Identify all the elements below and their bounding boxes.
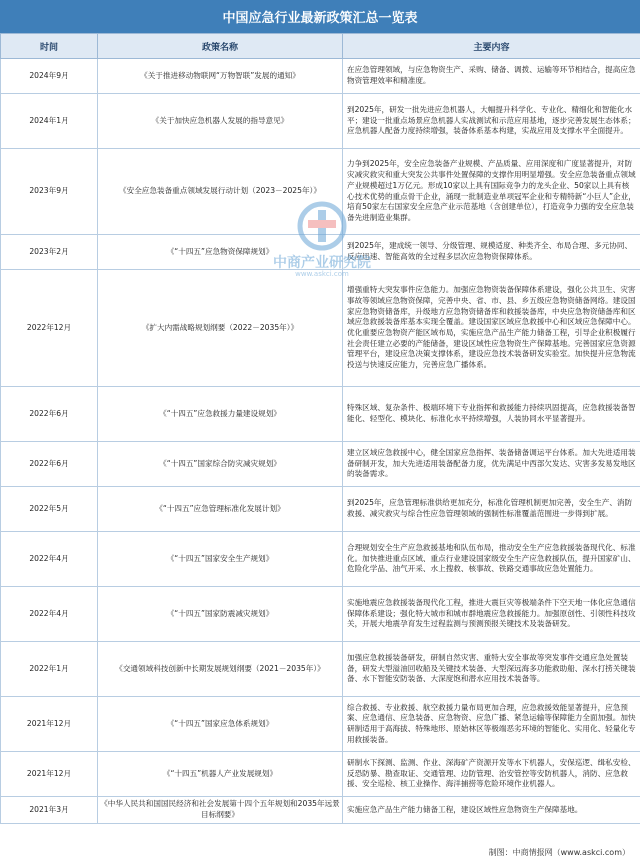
row-date: 2022年4月 (1, 587, 98, 642)
row-policy-name: 《“十四五”国家应急体系规划》 (98, 697, 343, 752)
header-policy-name: 政策名称 (98, 34, 343, 59)
table-row (1, 149, 640, 235)
row-policy-name: 《“十四五”应急物资保障规划》 (98, 235, 343, 270)
row-date: 2022年1月 (1, 642, 98, 697)
row-main-content: 到2025年，研发一批先进应急机器人，大幅提升科学化、专业化、精细化和智能化水平；建设一批重点场景应急机器人实战测试和示范应用基地，逐步完善发展生态体系；应急机器人配备力度持续增强，装备体系基本构建，实战应用及支撑水平全面提升。 (343, 94, 640, 149)
row-policy-name: 《关于推进移动物联网“万物智联”发展的通知》 (98, 59, 343, 94)
table-row (1, 387, 640, 442)
table-row (1, 752, 640, 797)
table-row (1, 94, 640, 149)
row-date: 2022年6月 (1, 442, 98, 487)
row-date: 2021年12月 (1, 697, 98, 752)
row-date: 2023年9月 (1, 149, 98, 235)
row-main-content: 力争到2025年，安全应急装备产业规模、产品质量、应用深度和广度显著提升，对防灾减灾救灾和重大突发公共事件处置保障的支撑作用明显增强。安全应急装备重点领域产业规模超过1万亿元。形成10家以上具有国际竞争力的龙头企业、50家以上具有核心技术优势的重点骨干企业，涌现一批制造业单项冠军企业和专精特新“小巨人”企业，培育50家左右国家安全应急产业示范基地（含创建单位），打造竞争力强的安全应急装备先进制造业集群。 (343, 149, 640, 235)
row-main-content: 建立区域应急救援中心，健全国家应急指挥、装备储备调运平台体系。加大先进适用装备研制开发，加大先进适用装备配备力度，优先满足中西部欠发达、灾害多发易发地区的装备需求。 (343, 442, 640, 487)
row-date: 2022年4月 (1, 532, 98, 587)
table-row (1, 487, 640, 532)
row-date: 2023年2月 (1, 235, 98, 270)
row-date: 2022年6月 (1, 387, 98, 442)
row-date: 2022年5月 (1, 487, 98, 532)
row-main-content: 到2025年，应急管理标准供给更加充分，标准化管理机制更加完善，安全生产、消防救援、减灾救灾与综合性应急管理领域的强制性标准覆盖范围进一步得到扩展。 (343, 487, 640, 532)
row-main-content: 实施应急产品生产能力储备工程，建设区域性应急物资生产保障基地。 (343, 797, 640, 824)
row-main-content: 实施地震应急救援装备现代化工程，推进大震巨灾等极端条件下空天地一体化应急通信保障体系建设；强化特大城市和城市群地震应急救援能力。加强原创性、引领性科技攻关，开展大地震孕育发生过程监测与预测预报关键技术及装备研发。 (343, 587, 640, 642)
row-policy-name: 《“十四五”机器人产业发展规划》 (98, 752, 343, 797)
policy-table (0, 33, 640, 824)
table-row (1, 442, 640, 487)
row-policy-name: 《“十四五”国家防震减灾规划》 (98, 587, 343, 642)
watermark-text: 中商产业研究院 (273, 255, 371, 271)
row-policy-name: 《关于加快应急机器人发展的指导意见》 (98, 94, 343, 149)
table-row (1, 642, 640, 697)
row-date: 2022年12月 (1, 270, 98, 387)
row-policy-name: 《中华人民共和国国民经济和社会发展第十四个五年规划和2035年远景目标纲要》 (98, 797, 343, 824)
page-title: 中国应急行业最新政策汇总一览表 (0, 0, 640, 33)
watermark-url: www.askci.com (295, 270, 349, 278)
row-main-content: 综合救援、专业救援、航空救援力量布局更加合理，应急救援效能显著提升，应急预案、应急通信、应急装备、应急物资、应急广播、紧急运输等保障能力全面加强。加快研制适用于高海拔、特殊地形、原始林区等极端恶劣环境的智能化、实用化、轻量化专用救援装备。 (343, 697, 640, 752)
row-main-content: 研制水下探测、监测、作业、深海矿产资源开发等水下机器人，安保巡逻、缉私安检、反恐防暴、勘查取证、交通管理、边防管理、治安管控等安防机器人，消防、应急救援、安全巡检、核工业操作、海洋捕捞等危险环境作业机器人。 (343, 752, 640, 797)
table-row (1, 59, 640, 94)
row-main-content: 增强重特大突发事件应急能力。加强应急物资装备保障体系建设，强化公共卫生、灾害事故等领域应急物资保障，完善中央、省、市、县、乡五级应急物资储备网络。建设国家应急物资储备库，升级地方应急物资储备库和救援装备库，中央应急物资储备库和区域应急救援装备库基本实现全覆盖。建设国家区域应急救援中心和区域应急保障中心。优化重要应急物资产能区域布局，实施应急产品生产能力储备工程，引导企业积极履行社会责任建立必要的产能储备，建设区域性应急物资生产保障基地。完善国家应急资源管理平台，建设应急决策支撑体系，建设应急技术装备研发实验室。加快提升应急物流投送与快速反应能力，完善应急广播体系。 (343, 270, 640, 387)
row-date: 2021年12月 (1, 752, 98, 797)
row-policy-name: 《“十四五”国家综合防灾减灾规划》 (98, 442, 343, 487)
row-date: 2024年1月 (1, 94, 98, 149)
header-main-content: 主要内容 (343, 34, 640, 59)
row-main-content: 合理规划安全生产应急救援基地和队伍布局，推动安全生产应急救援装备现代化、标准化。加快推进重点区域、重点行业建设国家级安全生产应急救援队伍，提升国家矿山、危险化学品、油气开采、水上搜救、核事故、铁路交通事故应急处置能力。 (343, 532, 640, 587)
table-row (1, 270, 640, 387)
row-policy-name: 《“十四五”应急管理标准化发展计划》 (98, 487, 343, 532)
row-main-content: 到2025年，建成统一领导、分级管理、规模适度、种类齐全、布局合理、多元协同、反应迅速、智能高效的全过程多层次应急物资保障体系。 (343, 235, 640, 270)
table-body (1, 59, 640, 824)
row-date: 2021年3月 (1, 797, 98, 824)
table-row (1, 797, 640, 824)
row-policy-name: 《“十四五”应急救援力量建设规划》 (98, 387, 343, 442)
row-main-content: 在应急管理领域，与应急物资生产、采购、储备、调拨、运输等环节相结合，提高应急物资管理效率和精准度。 (343, 59, 640, 94)
header-date: 时间 (1, 34, 98, 59)
footer-credit: 制图：中商情报网（www.askci.com） (488, 848, 630, 857)
row-main-content: 加强应急救援装备研发，研制自然灾害、重特大安全事故等突发事件交通应急处置装备，研发大型溢油回收船及关键技术装备、大型深远海多功能救助船、深水打捞关键装备、水下智能安防装备、大深度饱和潜水应用技术装备等。 (343, 642, 640, 697)
table-row (1, 587, 640, 642)
table-row (1, 235, 640, 270)
row-policy-name: 《安全应急装备重点领域发展行动计划（2023－2025年）》 (98, 149, 343, 235)
table-row (1, 532, 640, 587)
row-policy-name: 《扩大内需战略规划纲要（2022－2035年）》 (98, 270, 343, 387)
row-policy-name: 《“十四五”国家安全生产规划》 (98, 532, 343, 587)
row-main-content: 特殊区域、复杂条件、极端环境下专业指挥和救援能力持续巩固提高，应急救援装备智能化、轻型化、模块化、标准化水平持续增强，人装协同水平显著提升。 (343, 387, 640, 442)
table-header-row (1, 34, 640, 59)
row-policy-name: 《交通领域科技创新中长期发展规划纲要（2021－2035年）》 (98, 642, 343, 697)
row-date: 2024年9月 (1, 59, 98, 94)
table-row (1, 697, 640, 752)
